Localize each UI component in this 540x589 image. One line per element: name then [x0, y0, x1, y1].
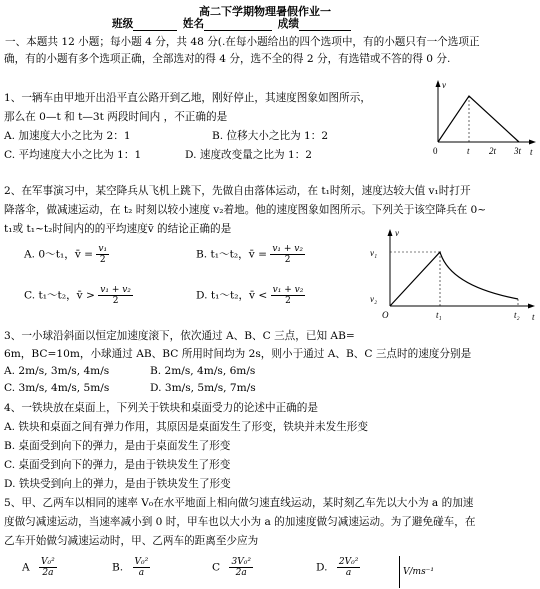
q5-graph-unit-label: V/ms⁻¹	[403, 567, 435, 577]
q3-stem-line-2: 6m，BC=10m，小球通过 AB、BC 所用时间均为 2s，则小于通过 A、B、C 三点时的速度分别是	[4, 348, 472, 360]
q5-option-a-label: A	[22, 561, 30, 574]
section-intro-line-2: 确，有的小题有多个选项正确，全部选对的得 4 分，选不全的得 2 分，有选错或不答的得 0 分.	[4, 53, 451, 65]
q2-graph-v1-label: v₁	[370, 248, 378, 258]
q1-option-d[interactable]: D. 速度改变量之比为 1：2	[185, 149, 313, 161]
q2-option-a-fraction: $\frac{\text{v₁}}{2}$	[98, 244, 108, 265]
q4-stem: 4、一铁块放在桌面上，下列关于铁块和桌面受力的论述中正确的是	[4, 402, 318, 414]
q5-graph-axis-stub	[399, 556, 400, 588]
q2-graph-v2-label: v₂	[370, 294, 378, 304]
q2-option-c-fraction: $\frac{\text{v₁ + v₂}}{2}$	[100, 285, 131, 306]
q1-graph-origin: 0	[433, 146, 438, 156]
page-title: 高二下学期物理暑假作业一	[199, 5, 331, 18]
q1-graph-tick-t: t	[467, 146, 470, 156]
q5-stem-line-3: 乙车开始做匀减速运动时，甲、乙两车的距离至少应为	[4, 535, 259, 547]
q1-stem-line-2: 那么在 0—t 和 t—3t 两段时间内 ，不正确的是	[4, 111, 228, 123]
q1-graph-tick-2t: 2t	[489, 146, 497, 156]
q2-graph-v-label: v	[395, 228, 399, 238]
q3-option-d[interactable]: D. 3m/s, 5m/s, 7m/s	[150, 382, 256, 394]
q2-option-d-prefix: D. t₁～t₂，v̄ <	[196, 289, 268, 302]
q5-option-a[interactable]	[22, 557, 57, 578]
q1-stem-line-1: 1、一辆车由甲地开出沿平直公路开到乙地，刚好停止，其速度图象如图所示，	[4, 92, 371, 104]
q2-option-d[interactable]	[196, 285, 305, 306]
section-intro-line-1: 一、本题共 12 小题；每小题 4 分，共 48 分(.在每小题给出的四个选项中，有的小题只有一个选项正	[5, 36, 480, 48]
q2-stem-line-1: 2、在军事演习中，某空降兵从飞机上跳下，先做自由落体运动，在 t₁时刻，速度达较大值 v₁时打开	[4, 185, 471, 197]
q2-stem-line-3: t₁或 t₁~t₂时间内的的平均速度v̄ 的结论正确的是	[4, 223, 232, 235]
q1-graph-t-label: t	[530, 147, 533, 157]
q2-option-d-fraction: $\frac{\text{v₁ + v₂}}{2}$	[272, 285, 304, 306]
q5-option-c[interactable]	[212, 557, 253, 578]
q5-option-b-fraction: $\frac{\text{V₀²}}{a}$	[134, 557, 149, 578]
q5-option-d-label: D.	[316, 561, 328, 574]
class-label: 班级	[112, 18, 134, 30]
student-info-line	[112, 18, 351, 31]
q2-graph-t-label: t	[532, 312, 535, 322]
q2-option-a-prefix: A. 0～t₁，v̄ =	[24, 248, 94, 261]
q5-stem-line-2: 度做匀减速运动，当速率减小到 0 时，甲车也以大小为 a 的加速度做匀减速运动。为了避免碰车，在	[4, 516, 476, 528]
q3-option-b[interactable]: B. 2m/s, 4m/s, 6m/s	[150, 365, 256, 377]
q5-option-d[interactable]	[316, 557, 360, 578]
name-field[interactable]	[204, 20, 272, 31]
q2-option-c[interactable]	[24, 285, 133, 306]
q5-option-b[interactable]	[112, 557, 150, 578]
q1-graph-tick-3t: 3t	[514, 146, 522, 156]
q2-graph-origin: O	[382, 310, 389, 320]
q1-graph-v-label: v	[442, 80, 446, 90]
q3-option-c[interactable]: C. 3m/s, 4m/s, 5m/s	[4, 382, 110, 394]
q5-option-c-label: C	[212, 561, 221, 574]
q2-option-b-prefix: B. t₁～t₂，v̄ =	[196, 248, 267, 261]
q1-option-a[interactable]: A. 加速度大小之比为 2：1	[4, 130, 131, 142]
q3-stem-line-1: 3、一小球沿斜面以恒定加速度滚下，依次通过 A、B、C 三点，已知 AB=	[4, 330, 355, 342]
q1-option-c[interactable]: C. 平均速度大小之比为 1：1	[4, 149, 142, 161]
q2-option-c-prefix: C. t₁～t₂，v̄ >	[24, 289, 95, 302]
q4-option-c[interactable]: C. 桌面受到向下的弹力，是由于铁块发生了形变	[4, 459, 231, 471]
q3-option-a[interactable]: A. 2m/s, 3m/s, 4m/s	[4, 365, 110, 377]
q5-option-c-fraction: $\frac{\text{3V₀²}}{2a}$	[231, 557, 251, 578]
q1-velocity-graph	[426, 78, 538, 158]
q2-graph-t1-label: t₁	[436, 310, 442, 320]
score-label: 成绩	[277, 18, 299, 30]
q1-option-b[interactable]: B. 位移大小之比为 1：2	[212, 130, 329, 142]
q2-option-b[interactable]	[196, 244, 305, 265]
score-field[interactable]	[299, 20, 351, 31]
q5-stem-line-1: 5、甲、乙两车以相同的速率 V₀在水平地面上相向做匀速直线运动，某时刻乙车先以大小为 a 的加速	[4, 497, 474, 509]
name-label: 姓名	[182, 18, 205, 30]
q4-option-b[interactable]: B. 桌面受到向下的弹力，是由于桌面发生了形变	[4, 440, 231, 452]
q5-option-a-fraction: $\frac{\text{V₀²}}{2a}$	[41, 557, 55, 578]
q2-graph-t2-label: t₂	[514, 310, 520, 320]
q2-option-b-fraction: $\frac{\text{v₁ + v₂}}{2}$	[272, 244, 303, 265]
q5-option-b-label: B.	[112, 561, 124, 574]
q2-option-a[interactable]	[24, 244, 109, 265]
class-field[interactable]	[133, 20, 177, 31]
q2-velocity-graph	[368, 226, 540, 324]
q5-option-d-fraction: $\frac{\text{2V₀²}}{a}$	[338, 557, 359, 578]
q4-option-a[interactable]: A. 铁块和桌面之间有弹力作用，其原因是桌面发生了形变，铁块并未发生形变	[4, 421, 368, 433]
q2-stem-line-2: 降落伞，做减速运动，在 t₂ 时刻以较小速度 v₂着地。他的速度图象如图所示。下列关于该空降兵在 0~	[4, 204, 487, 216]
q4-option-d[interactable]: D. 铁块受到向上的弹力，是由于铁块发生了形变	[4, 478, 231, 490]
